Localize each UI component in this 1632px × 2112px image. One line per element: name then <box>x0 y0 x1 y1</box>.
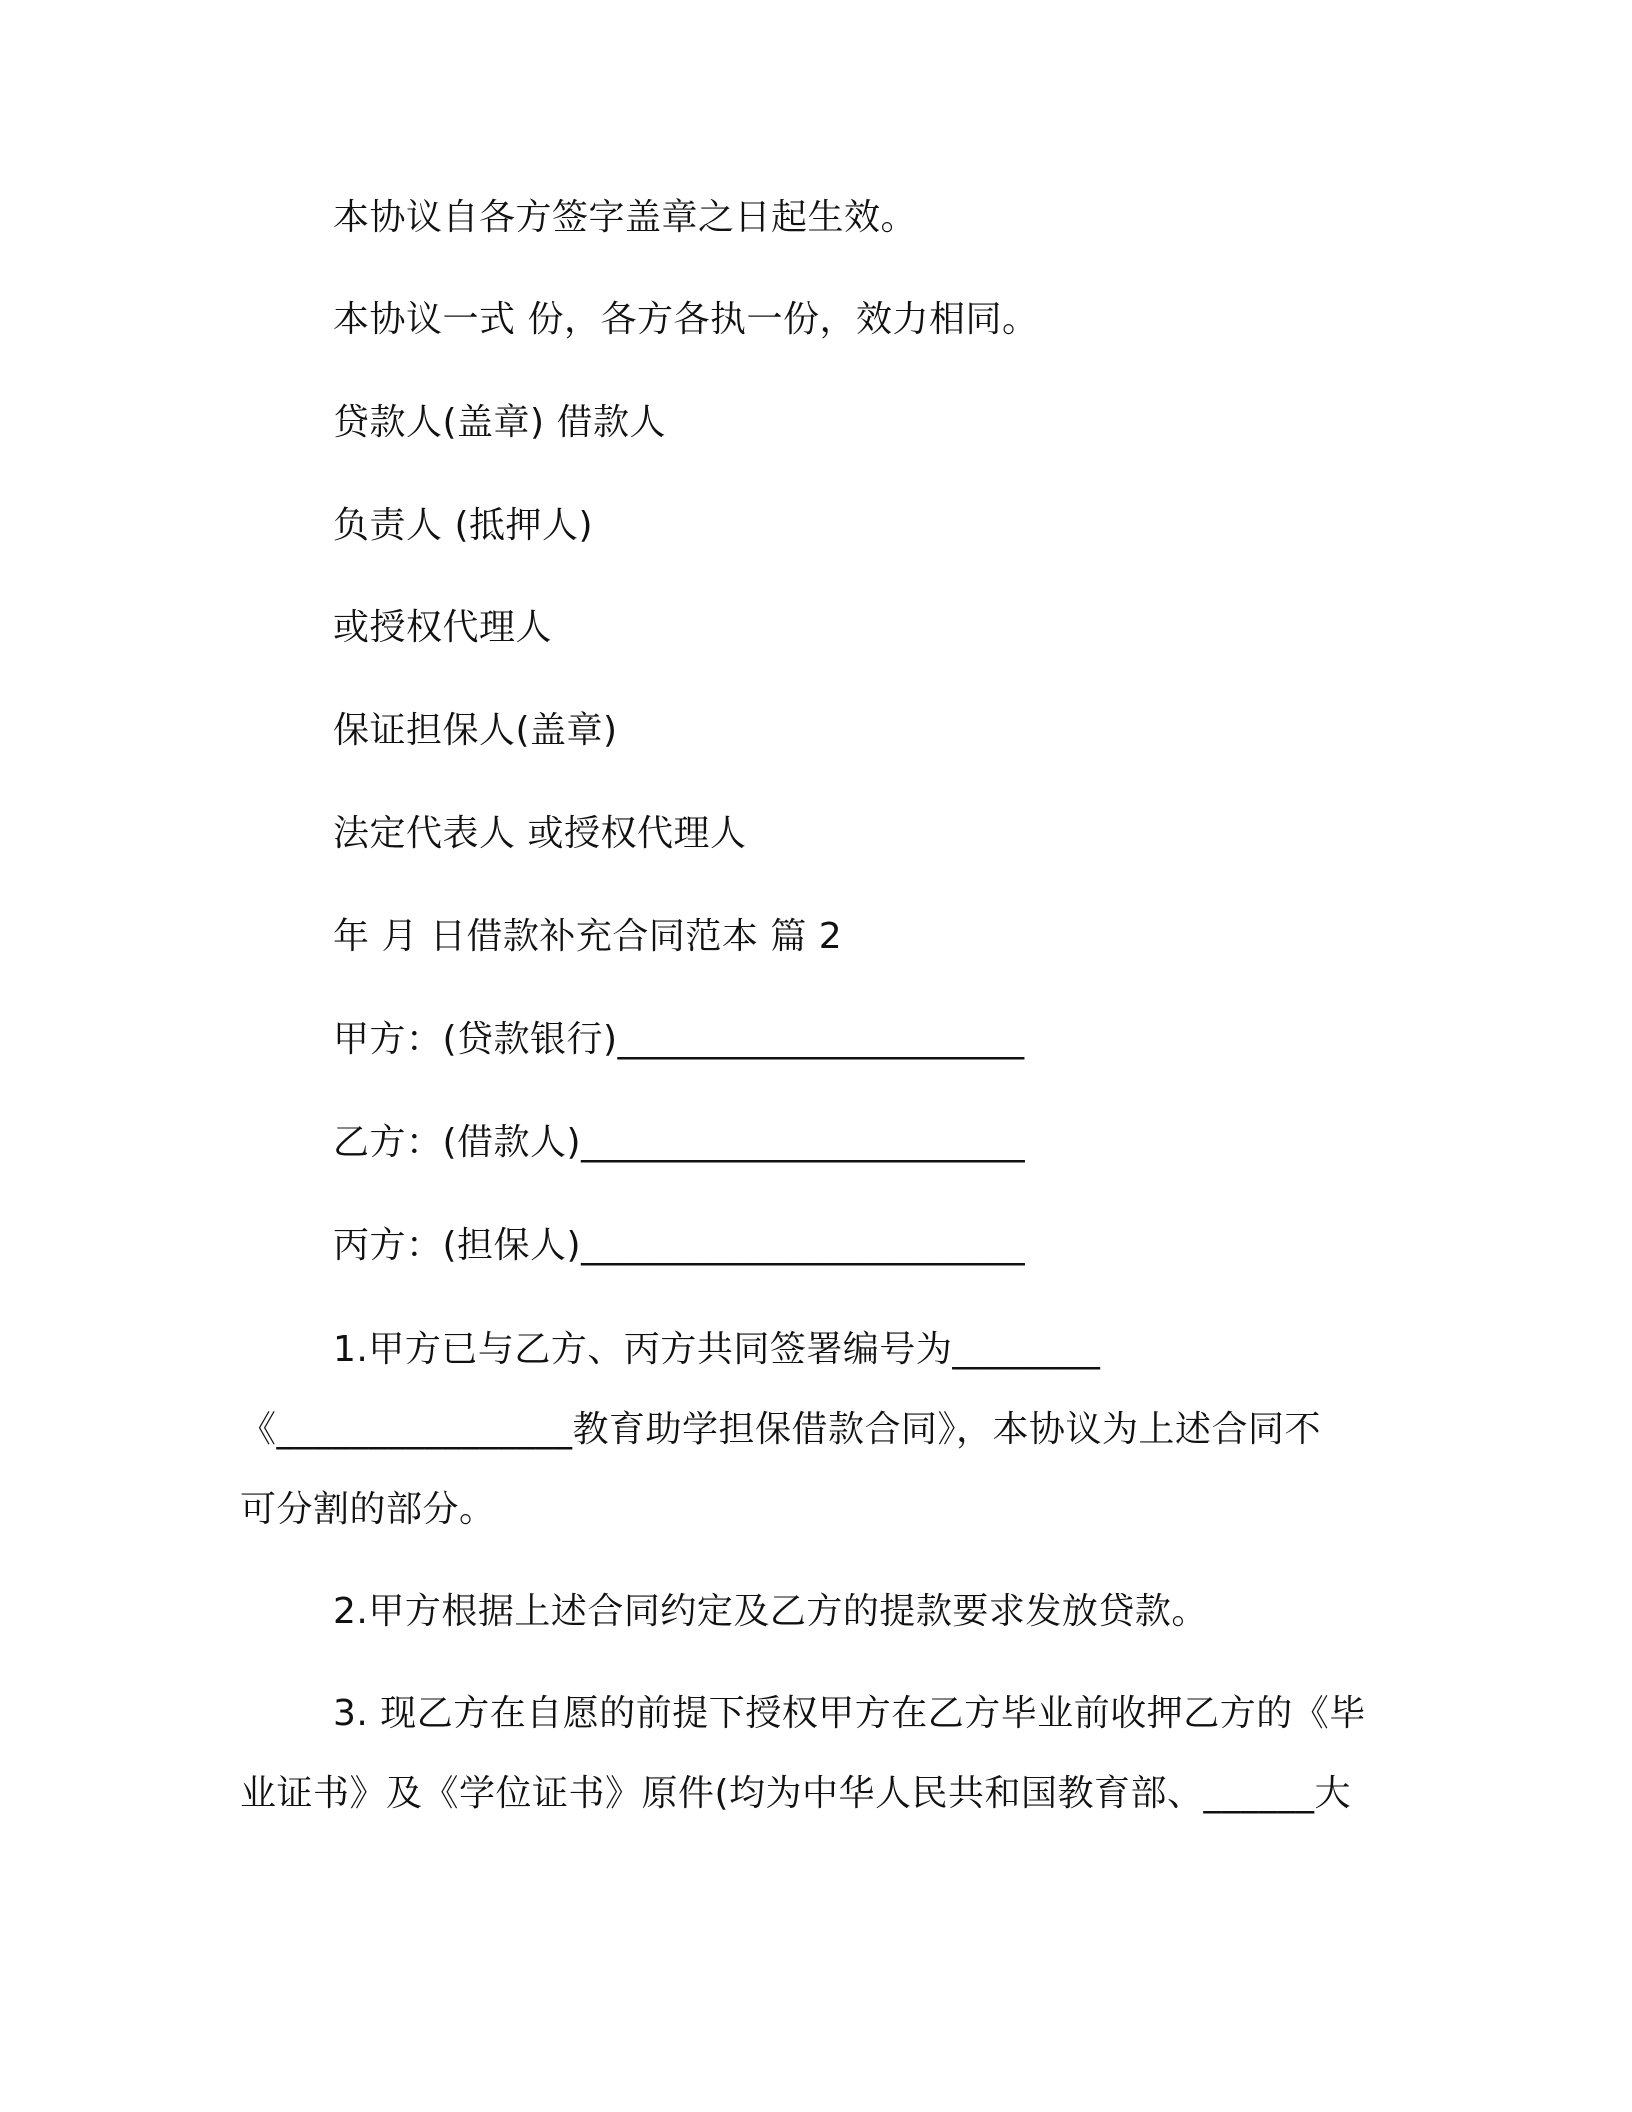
authorized-agent-line: 或授权代理人 <box>333 607 553 648</box>
section-heading: 年 月 日借款补充合同范本 篇 2 <box>333 916 843 957</box>
clause-1-line-2: 《________________教育助学担保借款合同》，本协议为上述合同不 <box>240 1409 1322 1450</box>
clause-1-line-3: 可分割的部分。 <box>240 1489 496 1530</box>
lender-borrower-signature-line: 贷款人(盖章) 借款人 <box>333 402 667 443</box>
copies-clause: 本协议一式 份，各方各执一份，效力相同。 <box>333 299 1039 340</box>
clause-3-line-2: 业证书》及《学位证书》原件(均为中华人民共和国教育部、______大 <box>240 1773 1352 1814</box>
guarantor-signature-line: 保证担保人(盖章) <box>333 710 618 751</box>
party-a-line: 甲方：(贷款银行)______________________ <box>333 1019 1025 1060</box>
clause-2: 2.甲方根据上述合同约定及乙方的提款要求发放贷款。 <box>333 1591 1208 1632</box>
clause-1-line-1: 1.甲方已与乙方、丙方共同签署编号为________ <box>333 1329 1101 1370</box>
party-b-line: 乙方：(借款人)________________________ <box>333 1122 1026 1163</box>
responsible-person-line: 负责人 (抵押人) <box>333 505 594 546</box>
party-c-line: 丙方：(担保人)________________________ <box>333 1225 1026 1266</box>
clause-3-line-1: 3. 现乙方在自愿的前提下授权甲方在乙方毕业前收押乙方的《毕 <box>333 1693 1366 1734</box>
effective-clause: 本协议自各方签字盖章之日起生效。 <box>333 197 918 238</box>
legal-representative-line: 法定代表人 或授权代理人 <box>333 813 747 854</box>
